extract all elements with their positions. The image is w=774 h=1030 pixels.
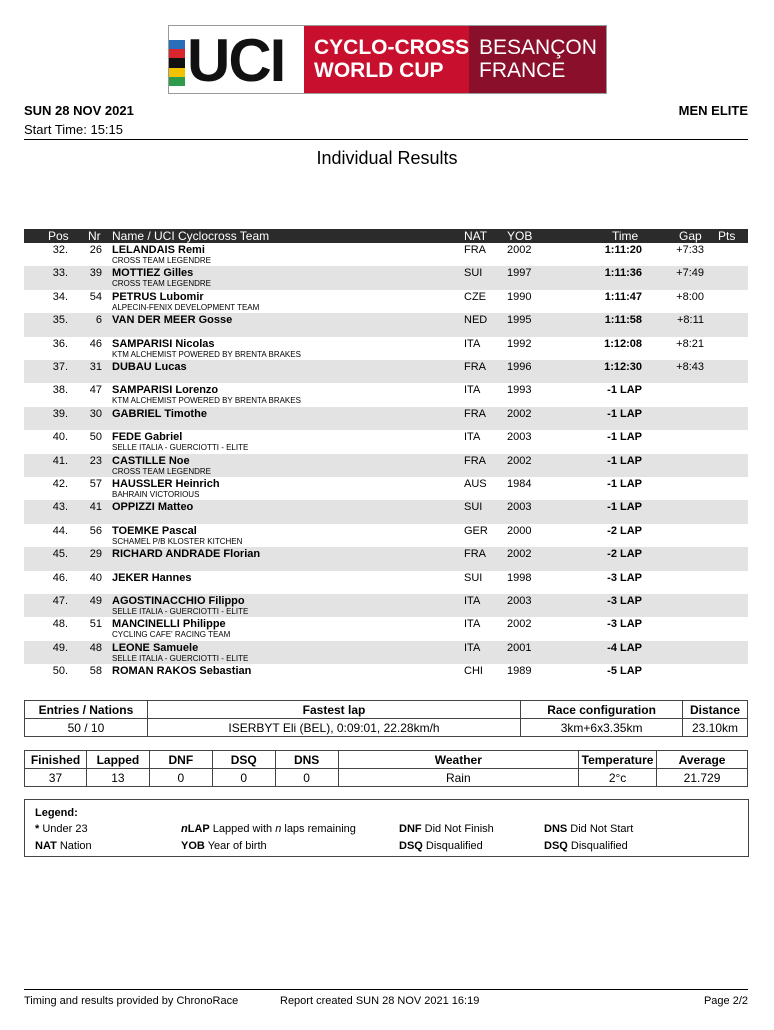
- rider-name: CASTILLE Noe: [112, 454, 190, 467]
- rider-time: -1 LAP: [607, 407, 642, 420]
- rider-name: TOEMKE Pascal: [112, 524, 197, 537]
- rider-nation: ITA: [464, 595, 481, 607]
- col-nat: NAT: [464, 229, 488, 243]
- legend-yob: [181, 840, 267, 852]
- rider-number: 50: [89, 431, 102, 444]
- table-row: [24, 266, 748, 289]
- dsq-value: 0: [212, 769, 275, 787]
- table-row: [24, 360, 748, 383]
- rider-number: 40: [89, 571, 102, 584]
- rider-team: SELLE ITALIA - GUERCIOTTI - ELITE: [112, 443, 249, 453]
- rider-time: -4 LAP: [607, 641, 642, 654]
- rider-position: 35.: [52, 314, 68, 327]
- event-banner: [168, 25, 607, 94]
- table-row: [24, 524, 748, 547]
- rider-position: 42.: [52, 478, 68, 490]
- rider-team: KTM ALCHEMIST POWERED BY BRENTA BRAKES: [112, 349, 301, 359]
- rider-nation: FRA: [464, 407, 486, 420]
- page-title: Individual Results: [316, 148, 458, 168]
- rider-yob: 2003: [507, 501, 532, 514]
- rider-yob: 1998: [507, 571, 532, 584]
- table-row: [24, 594, 748, 617]
- rider-name: ROMAN RAKOS Sebastian: [112, 665, 252, 678]
- rider-position: 38.: [52, 384, 68, 397]
- distance-value: 23.10km: [683, 719, 748, 737]
- legend-dsq-text: Disqualified: [425, 840, 483, 852]
- rider-time: 1:11:20: [604, 244, 642, 256]
- banner-country: FRANCE: [479, 59, 566, 82]
- table-row: [24, 477, 748, 500]
- banner-city: BESANÇON: [479, 36, 597, 59]
- lapped-header: Lapped: [86, 751, 149, 769]
- rider-position: 48.: [52, 618, 68, 631]
- rider-team: BAHRAIN VICTORIOUS: [112, 490, 200, 499]
- finished-value: 37: [25, 769, 87, 787]
- legend-box: [24, 799, 749, 857]
- table-row: [24, 430, 748, 453]
- lapped-value: 13: [86, 769, 149, 787]
- rider-gap: +8:11: [676, 314, 704, 327]
- col-name: Name / UCI Cyclocross Team: [112, 229, 270, 243]
- legend-nat-key: NAT: [35, 840, 57, 852]
- table-row: [24, 500, 748, 523]
- race-stats-table: [24, 750, 748, 787]
- footer-provider: Timing and results provided by ChronoRace: [24, 995, 239, 1007]
- rider-number: 51: [89, 618, 102, 631]
- rider-name: LELANDAIS Remi: [112, 244, 205, 256]
- footer-created: Report created SUN 28 NOV 2021 16:19: [280, 995, 480, 1007]
- rider-name: VAN DER MEER Gosse: [112, 314, 233, 327]
- rider-team: KTM ALCHEMIST POWERED BY BRENTA BRAKES: [112, 396, 301, 406]
- legend-nlap-text-n: n: [275, 823, 282, 835]
- start-time: Start Time: 15:15: [24, 122, 123, 137]
- rider-time: -3 LAP: [607, 595, 642, 607]
- legend-under23: [35, 823, 88, 835]
- legend-nat-text: Nation: [59, 840, 92, 852]
- rider-position: 47.: [52, 595, 68, 607]
- rider-position: 41.: [52, 454, 68, 467]
- legend-nat: [35, 840, 92, 852]
- rider-team: ALPECIN-FENIX DEVELOPMENT TEAM: [112, 302, 260, 312]
- legend-dsq: [399, 840, 483, 852]
- rider-position: 39.: [52, 407, 68, 420]
- rider-position: 50.: [52, 665, 68, 678]
- rider-gap: +7:49: [676, 267, 704, 280]
- uci-logo: [169, 26, 304, 93]
- rider-number: 57: [89, 478, 102, 490]
- rider-time: 1:12:30: [604, 361, 642, 373]
- rider-nation: FRA: [464, 548, 486, 561]
- rider-yob: 1996: [507, 361, 532, 373]
- rider-yob: 1984: [507, 478, 532, 490]
- table-row: [24, 571, 748, 594]
- temperature-value: 2°c: [579, 769, 657, 787]
- rider-nation: FRA: [464, 244, 486, 256]
- rider-time: -1 LAP: [607, 384, 642, 397]
- rider-name: HAUSSLER Heinrich: [112, 478, 220, 490]
- rider-number: 6: [95, 314, 102, 327]
- rider-number: 41: [89, 501, 102, 514]
- rider-number: 56: [89, 524, 102, 537]
- rider-position: 36.: [52, 337, 68, 350]
- table-row: [24, 617, 748, 640]
- rider-number: 49: [89, 595, 102, 607]
- rider-nation: NED: [464, 314, 488, 327]
- banner-event-name: [304, 26, 469, 93]
- legend-yob-key: YOB: [181, 840, 205, 852]
- rider-position: 49.: [52, 641, 68, 654]
- table-row: [24, 290, 748, 313]
- rider-position: 34.: [52, 290, 68, 303]
- average-header: Average: [657, 751, 748, 769]
- legend-dsq-2: [544, 840, 628, 852]
- rider-name: MOTTIEZ Gilles: [112, 267, 194, 280]
- rider-position: 44.: [52, 524, 68, 537]
- table-row: [24, 641, 748, 664]
- rider-time: 1:11:36: [604, 267, 642, 280]
- rider-gap: +8:00: [676, 290, 704, 303]
- legend-nlap-key-rest: LAP: [187, 823, 210, 835]
- rider-number: 48: [89, 641, 102, 654]
- rider-nation: ITA: [464, 431, 481, 444]
- dnf-value: 0: [149, 769, 212, 787]
- rider-name: SAMPARISI Nicolas: [112, 337, 215, 350]
- dns-header: DNS: [275, 751, 338, 769]
- dns-value: 0: [275, 769, 338, 787]
- rider-team: SELLE ITALIA - GUERCIOTTI - ELITE: [112, 607, 249, 616]
- race-summary-table: [24, 700, 748, 737]
- rider-name: GABRIEL Timothe: [112, 407, 207, 420]
- legend-nlap-text-post: laps remaining: [281, 823, 356, 835]
- rider-number: 58: [89, 665, 102, 678]
- legend-dsq2-text: Disqualified: [570, 840, 628, 852]
- rider-number: 39: [89, 267, 102, 280]
- rider-gap: +8:21: [676, 337, 704, 350]
- footer-divider: [24, 989, 748, 990]
- table-row: [24, 547, 748, 570]
- weather-value: Rain: [338, 769, 578, 787]
- rider-position: 37.: [52, 361, 68, 373]
- legend-nlap: [181, 823, 356, 835]
- rider-time: 1:11:47: [604, 290, 642, 303]
- results-header: [24, 229, 748, 243]
- rider-time: 1:12:08: [604, 337, 642, 350]
- race-config-header: Race configuration: [521, 701, 683, 719]
- rider-team: CROSS TEAM LEGENDRE: [112, 256, 211, 265]
- legend-under23-key: *: [35, 823, 40, 835]
- table-row: [24, 407, 748, 430]
- rider-nation: FRA: [464, 361, 486, 373]
- dsq-header: DSQ: [212, 751, 275, 769]
- legend-yob-text: Year of birth: [207, 840, 267, 852]
- rider-nation: GER: [464, 524, 488, 537]
- rider-gap: +7:33: [676, 244, 704, 256]
- rider-name: SAMPARISI Lorenzo: [112, 384, 219, 397]
- rider-time: -2 LAP: [607, 524, 642, 537]
- col-nr: Nr: [88, 229, 101, 243]
- rider-yob: 2003: [507, 595, 532, 607]
- rider-nation: FRA: [464, 454, 486, 467]
- legend-dnf-text: Did Not Finish: [424, 823, 494, 835]
- rider-time: -1 LAP: [607, 478, 642, 490]
- rider-number: 47: [89, 384, 102, 397]
- rider-time: -1 LAP: [607, 431, 642, 444]
- rider-nation: CHI: [464, 665, 483, 678]
- header-divider: [24, 139, 748, 140]
- col-yob: YOB: [507, 229, 533, 243]
- distance-header: Distance: [683, 701, 748, 719]
- rider-yob: 2000: [507, 524, 532, 537]
- rider-name: AGOSTINACCHIO Filippo: [112, 595, 245, 607]
- rider-name: FEDE Gabriel: [112, 431, 183, 444]
- rider-yob: 1989: [507, 665, 532, 678]
- rider-team: CROSS TEAM LEGENDRE: [112, 466, 211, 476]
- average-value: 21.729: [657, 769, 748, 787]
- rider-number: 30: [89, 407, 102, 420]
- rainbow-stripes-icon: [169, 40, 185, 86]
- rider-number: 26: [89, 244, 102, 256]
- rider-yob: 2002: [507, 244, 532, 256]
- rider-nation: ITA: [464, 337, 481, 350]
- rider-name: JEKER Hannes: [112, 571, 192, 584]
- rider-position: 33.: [52, 267, 68, 280]
- dnf-header: DNF: [149, 751, 212, 769]
- rider-yob: 2002: [507, 454, 532, 467]
- legend-dsq-key: DSQ: [399, 840, 423, 852]
- rider-name: LEONE Samuele: [112, 641, 199, 654]
- rider-nation: CZE: [464, 290, 486, 303]
- rider-number: 29: [89, 548, 102, 561]
- rider-nation: ITA: [464, 641, 481, 654]
- fastest-lap-value: ISERBYT Eli (BEL), 0:09:01, 22.28km/h: [147, 719, 520, 737]
- legend-dns-text: Did Not Start: [570, 823, 634, 835]
- rider-yob: 1997: [507, 267, 532, 280]
- rider-yob: 1992: [507, 337, 532, 350]
- table-row: [24, 454, 748, 477]
- rider-position: 46.: [52, 571, 68, 584]
- rider-number: 23: [89, 454, 102, 467]
- rider-yob: 2002: [507, 618, 532, 631]
- rider-yob: 1995: [507, 314, 532, 327]
- banner-line1: CYCLO-CROSS: [314, 36, 470, 59]
- fastest-lap-header: Fastest lap: [147, 701, 520, 719]
- col-pos: Pos: [48, 229, 69, 243]
- rider-yob: 2001: [507, 641, 532, 654]
- rider-yob: 2003: [507, 431, 532, 444]
- rider-yob: 2002: [507, 407, 532, 420]
- table-row: [24, 243, 748, 266]
- rider-position: 40.: [52, 431, 68, 444]
- rider-time: -3 LAP: [607, 618, 642, 631]
- entries-header: Entries / Nations: [25, 701, 148, 719]
- rider-nation: SUI: [464, 501, 483, 514]
- rider-gap: +8:43: [676, 361, 704, 373]
- rider-yob: 2002: [507, 548, 532, 561]
- col-time: Time: [612, 229, 639, 243]
- legend-dnf-key: DNF: [399, 823, 422, 835]
- rider-team: SCHAMEL P/B KLOSTER KITCHEN: [112, 536, 243, 546]
- race-date: SUN 28 NOV 2021: [24, 103, 134, 118]
- legend-nlap-key-n: n: [181, 823, 188, 835]
- legend-under23-text: Under 23: [42, 823, 88, 835]
- rider-time: 1:11:58: [604, 314, 642, 327]
- legend-dns-key: DNS: [544, 823, 568, 835]
- banner-location: [469, 26, 606, 93]
- rider-name: PETRUS Lubomir: [112, 290, 204, 303]
- rider-number: 54: [89, 290, 102, 303]
- rider-nation: AUS: [464, 478, 487, 490]
- rider-name: OPPIZZI Matteo: [112, 501, 194, 514]
- rider-name: MANCINELLI Philippe: [112, 618, 226, 631]
- banner-line2: WORLD CUP: [314, 59, 444, 82]
- race-config-value: 3km+6x3.35km: [521, 719, 683, 737]
- rider-number: 46: [89, 337, 102, 350]
- legend-dnf: [399, 823, 494, 835]
- table-row: [24, 664, 748, 687]
- race-category: MEN ELITE: [678, 103, 748, 118]
- rider-team: SELLE ITALIA - GUERCIOTTI - ELITE: [112, 653, 249, 663]
- rider-name: DUBAU Lucas: [112, 361, 187, 373]
- rider-name: RICHARD ANDRADE Florian: [112, 548, 261, 561]
- legend-dns: [544, 823, 633, 835]
- weather-header: Weather: [338, 751, 578, 769]
- table-row: [24, 313, 748, 336]
- rider-time: -1 LAP: [607, 454, 642, 467]
- table-row: [24, 337, 748, 360]
- table-row: [24, 383, 748, 406]
- footer-page: Page 2/2: [703, 995, 748, 1007]
- legend-dsq2-key: DSQ: [544, 840, 568, 852]
- col-pts: Pts: [718, 229, 736, 243]
- legend-title: Legend:: [35, 807, 78, 819]
- legend-nlap-text-pre: Lapped with: [212, 823, 276, 835]
- rider-nation: ITA: [464, 384, 481, 397]
- rider-nation: SUI: [464, 571, 483, 584]
- uci-logo-text: UCI: [187, 27, 285, 94]
- entries-value: 50 / 10: [25, 719, 148, 737]
- rider-time: -1 LAP: [607, 501, 642, 514]
- rider-time: -5 LAP: [607, 665, 642, 678]
- rider-number: 31: [89, 361, 102, 373]
- rider-team: CYCLING CAFE' RACING TEAM: [112, 630, 231, 640]
- rider-yob: 1993: [507, 384, 532, 397]
- rider-time: -3 LAP: [607, 571, 642, 584]
- rider-nation: SUI: [464, 267, 483, 280]
- rider-team: CROSS TEAM LEGENDRE: [112, 279, 211, 289]
- rider-time: -2 LAP: [607, 548, 642, 561]
- temperature-header: Temperature: [579, 751, 657, 769]
- rider-yob: 1990: [507, 290, 532, 303]
- col-gap: Gap: [679, 229, 702, 243]
- rider-position: 32.: [52, 244, 68, 256]
- rider-nation: ITA: [464, 618, 481, 631]
- rider-position: 43.: [52, 501, 68, 514]
- rider-position: 45.: [52, 548, 68, 561]
- finished-header: Finished: [25, 751, 87, 769]
